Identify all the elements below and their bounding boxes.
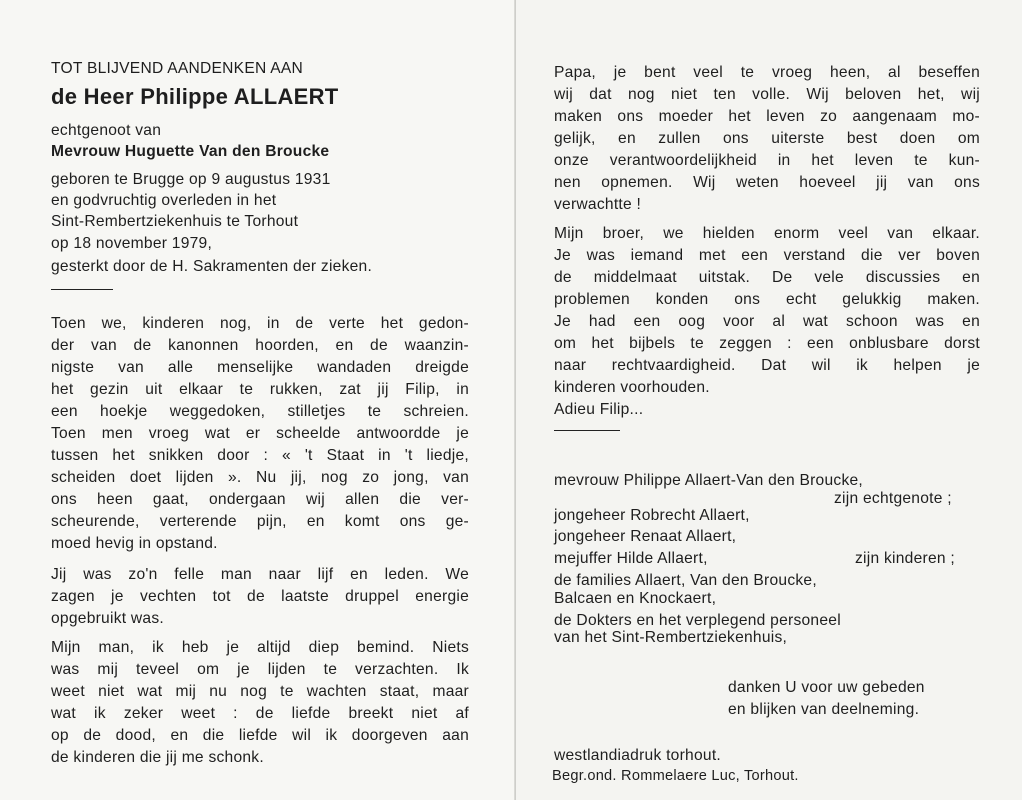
text-line: scheiden doet lijden ». Nu jij, nog zo jong, van — [51, 469, 469, 486]
text-line: Toen men vroeg wat er scheelde antwoordde je — [51, 425, 469, 442]
deceased-name: de Heer Philippe ALLAERT — [51, 84, 339, 109]
text-line: naar rechtvaardigheid. Dat wil ik helpen je — [554, 357, 980, 374]
text-line: Papa, je bent veel te vroeg heen, al beseffen — [554, 64, 980, 81]
text-line: Je had een oog voor al wat schoon was en — [554, 313, 980, 330]
bio-line: geboren te Brugge op 9 augustus 1931 — [51, 171, 331, 188]
text-line: scheurende, verterende pijn, en komt ons ge- — [51, 513, 469, 530]
family-line: zijn kinderen ; — [855, 550, 955, 567]
bio-line: gesterkt door de H. Sakramenten der zieken. — [51, 258, 373, 275]
bio-line: en godvruchtig overleden in het — [51, 192, 277, 209]
text-line: kinderen voorhouden. — [554, 379, 710, 396]
family-line: Balcaen en Knockaert, — [554, 590, 717, 607]
text-line: ons heen gaat, ondergaan wij allen die ver- — [51, 491, 469, 508]
printer-line: westlandiadruk torhout. — [554, 747, 721, 764]
text-line: verwachtte ! — [554, 196, 642, 213]
text-line: de kinderen die jij me schonk. — [51, 749, 264, 766]
text-line: om het bijbels te zeggen : een onblusbare dorst — [554, 335, 980, 352]
text-line: weet niet wat mij nu nog te wachten staat, maar — [51, 683, 469, 700]
family-line: de families Allaert, Van den Broucke, — [554, 572, 817, 589]
text-line: moed hevig in opstand. — [51, 535, 218, 552]
divider — [554, 430, 620, 431]
family-line: van het Sint-Rembertziekenhuis, — [554, 629, 788, 646]
text-line: zagen je vechten tot de laatste druppel energie — [51, 588, 469, 605]
text-line: Mijn man, ik heb je altijd diep bemind. Niets — [51, 639, 469, 656]
text-line: opgebruikt was. — [51, 610, 164, 627]
text-line: problemen konden ons echt gelukkig maken. — [554, 291, 980, 308]
family-line: de Dokters en het verplegend personeel — [554, 612, 841, 629]
text-line: wat ik zeker weet : de liefde breekt niet af — [51, 705, 469, 722]
family-line: mevrouw Philippe Allaert-Van den Broucke, — [554, 472, 863, 489]
spouse-intro: echtgenoot van — [51, 122, 162, 139]
text-line: wij dat nog niet ten volle. Wij beloven het, wij — [554, 86, 980, 103]
right-page — [516, 0, 1022, 800]
text-line: nen opnemen. Wij weten hoeveel jij van ons — [554, 174, 980, 191]
family-line: zijn echtgenote ; — [834, 490, 952, 507]
text-line: Je was iemand met een verstand die ver boven — [554, 247, 980, 264]
text-line: maken ons moeder het leven zo aangenaam mo- — [554, 108, 980, 125]
thanks-line: en blijken van deelneming. — [728, 701, 920, 718]
text-line: onze verantwoordelijkheid in het leven te kun- — [554, 152, 980, 169]
text-line: nigste van alle menselijke wandaden dreigde — [51, 359, 469, 376]
family-line: jongeheer Renaat Allaert, — [554, 528, 737, 545]
divider — [51, 289, 113, 290]
text-line: Jij was zo'n felle man naar lijf en leden. We — [51, 566, 469, 583]
text-line: op de dood, en die liefde wil ik doorgeven aan — [51, 727, 469, 744]
family-line: mejuffer Hilde Allaert, — [554, 550, 708, 567]
memorial-header: TOT BLIJVEND AANDENKEN AAN — [51, 60, 304, 77]
printer-line: Begr.ond. Rommelaere Luc, Torhout. — [552, 768, 799, 784]
family-line: jongeheer Robrecht Allaert, — [554, 507, 750, 524]
text-line: tussen het snikken door : « 't Staat in 't liedje, — [51, 447, 469, 464]
spouse-name: Mevrouw Huguette Van den Broucke — [51, 143, 330, 160]
text-line: Toen we, kinderen nog, in de verte het gedon- — [51, 315, 469, 332]
thanks-line: danken U voor uw gebeden — [728, 679, 925, 696]
bio-line: op 18 november 1979, — [51, 235, 213, 252]
text-line: Mijn broer, we hielden enorm veel van elkaar. — [554, 225, 980, 242]
text-line: het gezin uit elkaar te rukken, zat jij Filip, in — [51, 381, 469, 398]
bio-line: Sint-Rembertziekenhuis te Torhout — [51, 213, 299, 230]
text-line: was mij teveel om je lijden te verzachten. Ik — [51, 661, 469, 678]
text-line: een hoekje weggedoken, stilletjes te schreien. — [51, 403, 469, 420]
text-line: Adieu Filip... — [554, 401, 644, 418]
text-line: gelijk, en zullen ons uiterste best doen om — [554, 130, 980, 147]
text-line: de middelmaat uitstak. De vele discussies en — [554, 269, 980, 286]
text-line: der van de kanonnen hoorden, en de waanzin- — [51, 337, 469, 354]
